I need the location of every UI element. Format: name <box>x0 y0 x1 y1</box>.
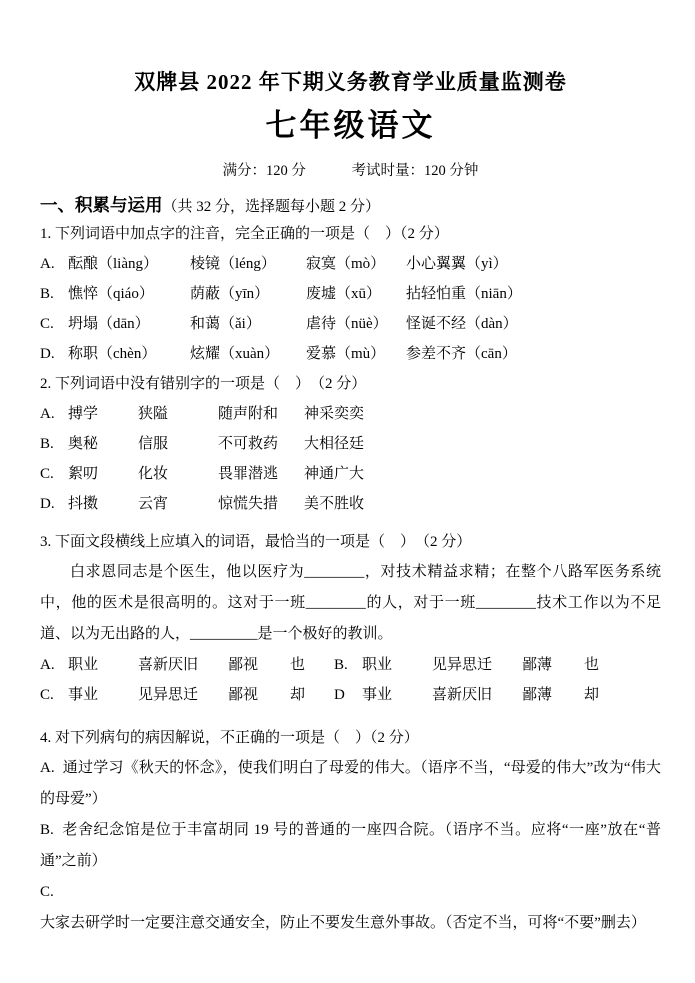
option-item: 抖擞 <box>68 496 99 512</box>
option-item: 搏学 <box>68 406 99 422</box>
option-label: B. <box>40 436 54 452</box>
exam-header <box>40 70 661 180</box>
option-item: 见异思迁 <box>138 687 199 703</box>
question-1 <box>40 219 661 369</box>
question-4-option-b <box>40 815 661 877</box>
option-item: 大相径廷 <box>304 436 365 452</box>
option-text: 通过学习《秋天的怀念》，使我们明白了母爱的伟大。（语序不当，“母爱的伟大”改为“伟大的母爱”） <box>40 760 661 807</box>
option-item: 憔悴（qiáo） <box>68 286 154 302</box>
option-item: 事业 <box>362 687 393 703</box>
option-label: C. <box>40 687 54 703</box>
option-label: B. <box>40 286 54 302</box>
option-item: 畏罪潜逃 <box>218 466 279 482</box>
option-item: 荫蔽（yīn） <box>190 286 270 302</box>
option-item: 美不胜收 <box>304 496 365 512</box>
option-item: 狭隘 <box>138 406 169 422</box>
question-1-option-c <box>40 309 661 339</box>
option-label: D. <box>40 496 55 512</box>
option-item: 职业 <box>68 657 99 673</box>
option-item: 虐待（nüè） <box>306 316 388 332</box>
option-item: 喜新厌旧 <box>432 687 493 703</box>
option-label: D <box>334 687 345 703</box>
question-3-option-d <box>334 680 599 710</box>
option-item: 坍塌（dān） <box>68 316 150 332</box>
option-label: B. <box>40 822 54 838</box>
question-1-stem: 1. 下列词语中加点字的注音，完全正确的一项是（ ）（2 分） <box>40 226 449 242</box>
option-item: 奥秘 <box>68 436 99 452</box>
option-item: 絮叨 <box>68 466 99 482</box>
option-label: C. <box>40 316 54 332</box>
subject-title: 七年级语文 <box>265 108 436 143</box>
section-title: 一、积累与运用 <box>40 195 163 215</box>
option-label: B. <box>334 657 348 673</box>
option-item: 信服 <box>138 436 169 452</box>
question-3-option-c <box>40 680 334 710</box>
option-item: 鄙薄 <box>522 657 553 673</box>
question-1-option-b <box>40 279 661 309</box>
option-item: 神通广大 <box>304 466 365 482</box>
question-3-passage: 白求恩同志是个医生，他以医疗为________，对技术精益求精；在整个八路军医务系统中，他的医术是很高明的。这对于一班________的人，对于一班________技术工作以为不足道、以为无出路的人，_________是一个极好的教训。 <box>40 564 661 642</box>
question-1-option-d <box>40 339 661 369</box>
question-4-option-a <box>40 753 661 815</box>
question-2-option-a <box>40 399 661 429</box>
option-item: 酝酿（liàng） <box>68 256 158 272</box>
duration-label: 考试时量：120 分钟 <box>351 163 479 179</box>
option-item: 参差不齐（cān） <box>406 346 517 362</box>
option-label: A. <box>40 760 55 776</box>
option-item: 职业 <box>362 657 393 673</box>
option-item: 见异思迁 <box>432 657 493 673</box>
option-item: 也 <box>290 657 306 673</box>
question-4 <box>40 723 661 939</box>
section-note: （共 32 分，选择题每小题 2 分） <box>162 199 381 215</box>
option-item: 事业 <box>68 687 99 703</box>
option-label: C. <box>40 466 54 482</box>
option-label: A. <box>40 256 55 272</box>
question-3-stem: 3. 下面文段横线上应填入的词语，最恰当的一项是（ ） （2 分） <box>40 534 472 550</box>
option-item: 称职（chèn） <box>68 346 157 362</box>
option-item: 寂寞（mò） <box>306 256 386 272</box>
question-4-stem: 4. 对下列病句的病因解说，不正确的一项是（ ）（2 分） <box>40 730 419 746</box>
option-item: 喜新厌旧 <box>138 657 199 673</box>
option-item: 拈轻怕重（niān） <box>406 286 522 302</box>
question-3-option-a <box>40 650 334 680</box>
option-text: 大家去研学时一定要注意交通安全，防止不要发生意外事故。（否定不当，可将“不要”删去） <box>40 915 646 931</box>
question-2-stem: 2. 下列词语中没有错别字的一项是（ ） （2 分） <box>40 376 367 392</box>
option-item: 化妆 <box>138 466 169 482</box>
option-text: 老舍纪念馆是位于丰富胡同 19 号的普通的一座四合院。（语序不当。应将“一座”放在“普通”之前） <box>40 822 661 869</box>
option-item: 爱慕（mù） <box>306 346 386 362</box>
question-1-option-a <box>40 249 661 279</box>
question-3 <box>40 527 661 710</box>
option-item: 和蔼（ǎi） <box>190 316 261 332</box>
option-item: 鄙薄 <box>522 687 553 703</box>
option-item: 惊慌失措 <box>218 496 279 512</box>
option-item: 却 <box>290 687 306 703</box>
option-item: 鄙视 <box>228 657 259 673</box>
question-2-option-b <box>40 429 661 459</box>
option-label: A. <box>40 406 55 422</box>
full-score-label: 满分：120 分 <box>222 163 306 179</box>
option-item: 随声附和 <box>218 406 279 422</box>
option-item: 云宵 <box>138 496 169 512</box>
question-2 <box>40 369 661 519</box>
question-3-option-row-2 <box>40 680 661 710</box>
question-2-option-c <box>40 459 661 489</box>
option-item: 废墟（xū） <box>306 286 382 302</box>
question-3-option-b <box>334 650 599 680</box>
option-item: 小心翼翼（yì） <box>406 256 508 272</box>
option-item: 神采奕奕 <box>304 406 365 422</box>
option-label: A. <box>40 657 55 673</box>
option-item: 棱镜（léng） <box>190 256 276 272</box>
exam-meta <box>40 162 661 180</box>
option-label: D. <box>40 346 55 362</box>
option-item: 却 <box>584 687 600 703</box>
question-4-option-c <box>40 877 661 939</box>
option-item: 不可救药 <box>218 436 279 452</box>
question-3-option-row-1 <box>40 650 661 680</box>
section-heading <box>40 193 661 219</box>
option-item: 鄙视 <box>228 687 259 703</box>
question-2-option-d <box>40 489 661 519</box>
option-item: 也 <box>584 657 600 673</box>
option-label: C. <box>40 884 54 900</box>
exam-title: 双牌县 2022 年下期义务教育学业质量监测卷 <box>134 70 567 94</box>
option-item: 怪诞不经（dàn） <box>406 316 518 332</box>
option-item: 炫耀（xuàn） <box>190 346 280 362</box>
